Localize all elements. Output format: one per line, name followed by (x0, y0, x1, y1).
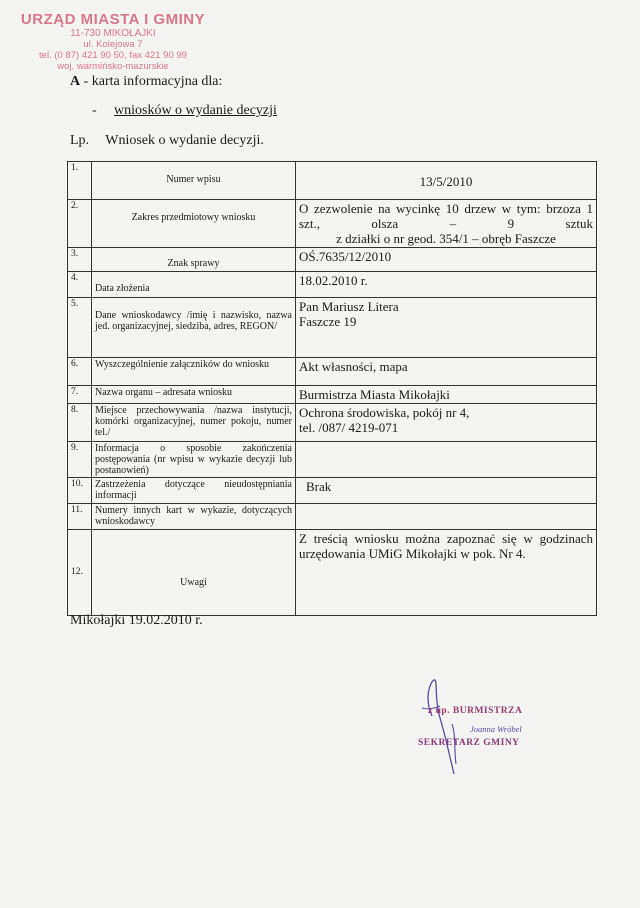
signature-line-role: SEKRETARZ GMINY (418, 738, 520, 748)
subheading-text: wniosków o wydanie decyzji (114, 103, 277, 118)
row-value-line: z działki o nr geod. 354/1 – obręb Faszcze (336, 231, 556, 246)
place-date: Mikołajki 19.02.2010 r. (70, 613, 203, 628)
row-label: Informacja o sposobie zakończenia postępowania (nr wpisu w wykazie decyzji lub postanowień) (92, 442, 296, 478)
subheading (92, 103, 277, 119)
row-value: Z treścią wniosku można zapoznać się w godzinach urzędowania UMiG Mikołajki w pok. Nr 4. (296, 530, 597, 616)
table-row (68, 162, 597, 200)
signature-stamp (410, 678, 570, 778)
heading-text: - karta informacyjna dla: (80, 74, 223, 89)
row-number: 8. (68, 404, 92, 442)
signature-line-title: z up. BURMISTRZA (428, 706, 523, 716)
row-label: Data złożenia (92, 272, 296, 298)
info-table (67, 161, 597, 616)
row-number: 2. (68, 200, 92, 248)
table-row (68, 478, 597, 504)
row-value: OŚ.7635/12/2010 (296, 248, 597, 272)
stamp-line-street: ul. Kolejowa 7 (83, 39, 143, 50)
row-number: 6. (68, 358, 92, 386)
row-label: Numer wpisu (92, 162, 296, 200)
stamp-line-postal: 11-730 MIKOŁAJKI (70, 28, 156, 39)
row-number: 11. (68, 504, 92, 530)
row-label: Znak sprawy (92, 248, 296, 272)
row-value-line: Pan Mariusz Litera (299, 299, 399, 314)
table-row (68, 272, 597, 298)
row-label: Nazwa organu – adresata wniosku (92, 386, 296, 404)
row-value (296, 504, 597, 530)
row-value (296, 200, 597, 248)
row-value: 13/5/2010 (296, 162, 597, 200)
row-label: Zakres przedmiotowy wniosku (92, 200, 296, 248)
signature-line-name: Joanna Wróbel (470, 724, 522, 734)
row-value: Burmistrza Miasta Mikołajki (296, 386, 597, 404)
stamp-line-region: woj. warmińsko-mazurskie (57, 61, 169, 72)
row-number: 5. (68, 298, 92, 358)
row-value-line: tel. /087/ 4219-071 (299, 420, 399, 435)
table-row (68, 200, 597, 248)
table-row (68, 442, 597, 478)
row-value-line: Faszcze 19 (299, 314, 357, 329)
table-row (68, 530, 597, 616)
table-row (68, 504, 597, 530)
table-row (68, 386, 597, 404)
row-label: Miejsce przechowywania /nazwa instytucji, komórki organizacyjnej, numer pokoju, numer tel./ (92, 404, 296, 442)
row-label: Numery innych kart w wykazie, dotyczących wnioskodawcy (92, 504, 296, 530)
row-number: 4. (68, 272, 92, 298)
row-label: Dane wnioskodawcy /imię i nazwisko, nazwa jed. organizacyjnej, siedziba, adres, REGON/ (92, 298, 296, 358)
row-value-line: Ochrona środowiska, pokój nr 4, (299, 405, 470, 420)
row-value (296, 298, 597, 358)
page-heading (70, 74, 222, 90)
row-value (296, 442, 597, 478)
table-row (68, 404, 597, 442)
row-number: 12. (68, 530, 92, 616)
row-number: 10. (68, 478, 92, 504)
lp-text: Wniosek o wydanie decyzji. (105, 133, 264, 148)
table-row (68, 248, 597, 272)
stamp-line-office: URZĄD MIASTA I GMINY (20, 11, 206, 28)
row-value: 18.02.2010 r. (296, 272, 597, 298)
table-row (68, 298, 597, 358)
table-row (68, 358, 597, 386)
subheading-dash: - (92, 103, 97, 118)
row-label: Uwagi (92, 530, 296, 616)
row-number: 1. (68, 162, 92, 200)
row-value: Akt własności, mapa (296, 358, 597, 386)
row-value: Brak (296, 478, 597, 504)
row-number: 9. (68, 442, 92, 478)
row-number: 3. (68, 248, 92, 272)
lp-label: Lp. (70, 133, 90, 148)
heading-letter: A (70, 74, 81, 89)
row-label: Zastrzeżenia dotyczące nieudostępniania informacji (92, 478, 296, 504)
row-value-line: O zezwolenie na wycinkę 10 drzew w tym: brzoza 1 szt., olsza – 9 sztuk (299, 201, 593, 231)
office-stamp (8, 12, 218, 72)
row-number: 7. (68, 386, 92, 404)
stamp-line-phone: tel. (0 87) 421 90 50, fax 421 90 99 (39, 50, 187, 61)
row-label: Wyszczególnienie załączników do wniosku (92, 358, 296, 386)
lp-line (70, 133, 264, 149)
row-value (296, 404, 597, 442)
